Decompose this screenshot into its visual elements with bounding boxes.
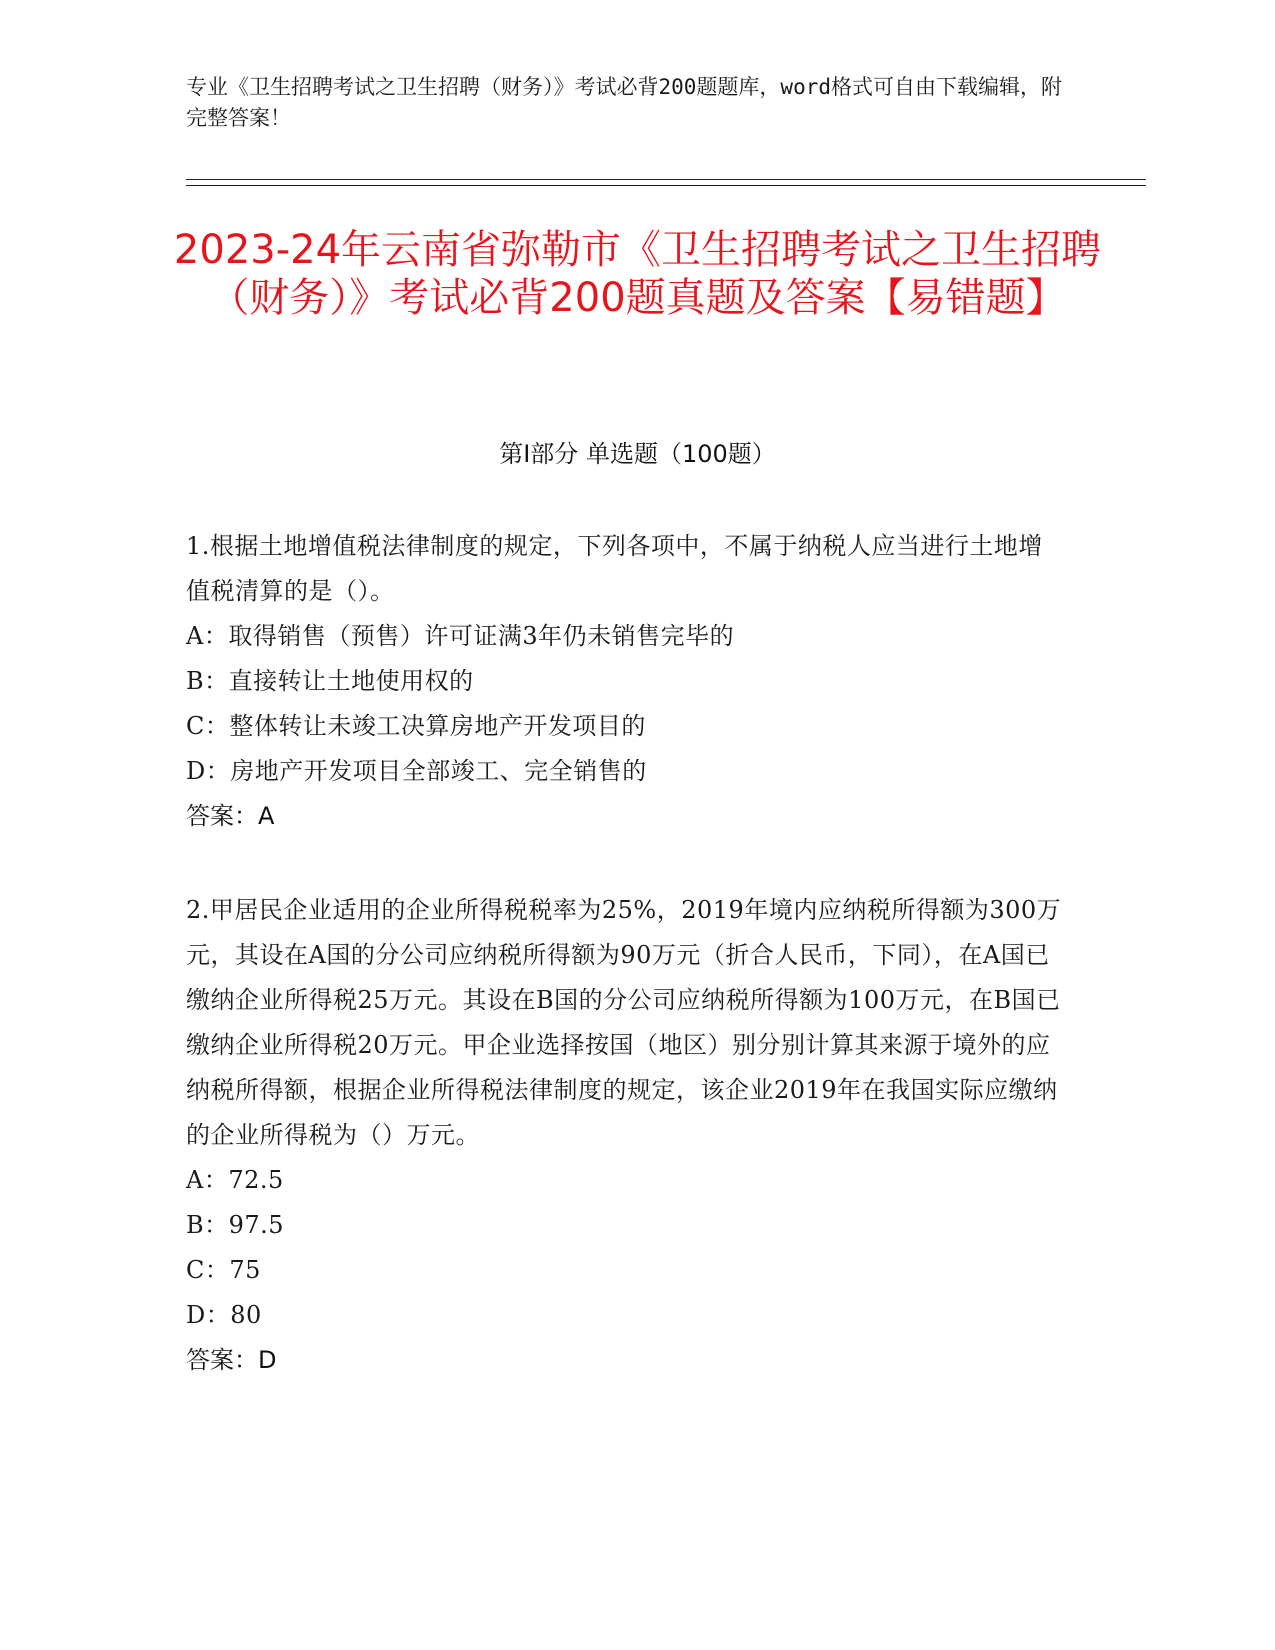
option-c: C：75 [186,1256,261,1284]
option-b: B：直接转让土地使用权的 [186,667,474,695]
header-rule-top [186,179,1146,180]
option-b: B：97.5 [186,1211,285,1239]
option-d: D：房地产开发项目全部竣工、完全销售的 [186,757,647,785]
section-heading: 第Ⅰ部分 单选题（100题） [499,440,776,468]
option-a: A：取得销售（预售）许可证满3年仍未销售完毕的 [186,622,735,650]
answer: 答案：D [186,1346,277,1374]
question-1 [186,524,1066,839]
option-d: D：80 [186,1301,262,1329]
answer: 答案：A [186,802,275,830]
header-rule-bottom [186,185,1146,186]
document-title: 2023-24年云南省弥勒市《卫生招聘考试之卫生招聘（财务）》考试必背200题真题及答案【易错题】 [173,227,1102,321]
option-a: A：72.5 [186,1166,284,1194]
option-c: C：整体转让未竣工决算房地产开发项目的 [186,712,646,740]
question-stem: 2.甲居民企业适用的企业所得税税率为25%，2019年境内应纳税所得额为300万元，其设在A国的分公司应纳税所得额为90万元（折合人民币，下同），在A国已缴纳企业所得税25万元。其设在B国的分公司应纳税所得额为100万元，在B国已缴纳企业所得税20万元。甲企业选择按国（地区）别分别计算其来源于境外的应纳税所得额，根据企业所得税法律制度的规定，该企业2019年在我国实际应缴纳的企业所得税为（）万元。 [186,896,1062,1149]
question-2 [186,888,1066,1383]
header-note: 专业《卫生招聘考试之卫生招聘（财务）》考试必背200题题库，word格式可自由下载编辑，附完整答案！ [186,75,1062,130]
question-stem: 1.根据土地增值税法律制度的规定，下列各项中，不属于纳税人应当进行土地增值税清算的是（）。 [186,532,1043,605]
